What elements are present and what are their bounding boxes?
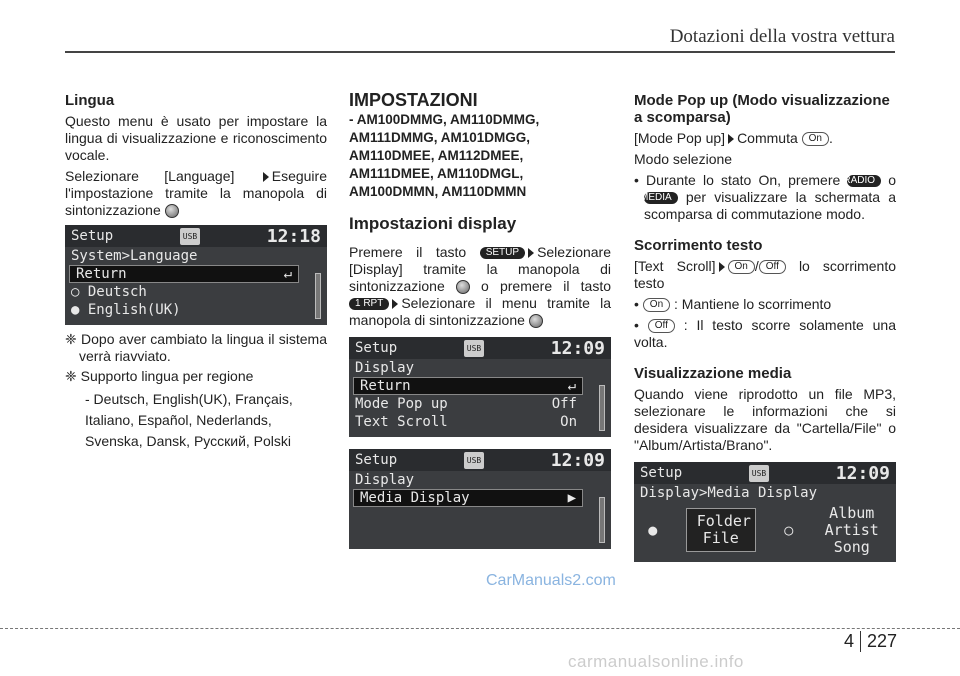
paragraph: Quando viene riprodotto un file MP3, selezionare le informazioni che si desidera visualizzare da "Cartella/File" o "Album/Artista/Brano". (634, 386, 896, 453)
text: [Text Scroll] (634, 258, 716, 274)
text: Commuta (737, 130, 798, 146)
row-label: ● English(UK) (71, 301, 181, 318)
scrollbar (315, 273, 321, 319)
row-label: Media Display (360, 489, 470, 506)
text: Deutsch (87, 283, 147, 300)
text: [Mode Pop up] (634, 130, 726, 146)
text: per visualizzare la schermata a scomparsa di commutazione modo. (644, 189, 896, 222)
watermark-2: carmanualsonline.info (568, 652, 744, 671)
clock: 12:09 (550, 449, 605, 471)
usb-badge: USB (464, 340, 484, 357)
screen-title: Setup (355, 451, 398, 468)
clock: 12:09 (550, 337, 605, 359)
arrow-right-icon (728, 134, 734, 144)
screen-language (65, 225, 327, 325)
screen-row (353, 377, 583, 395)
radio-empty-icon: ○ (784, 520, 794, 539)
note: ❈ Supporto lingua per regione (65, 368, 254, 384)
arrow-icon: ▶ (567, 489, 576, 506)
language-list: - Deutsch, English(UK), Français, Italiano, Español, Nederlands, Svenska, Dansk, Русский, Polski (85, 391, 293, 449)
screen-row (65, 283, 327, 301)
off-badge: Off (648, 319, 675, 333)
heading-scroll: Scorrimento testo (634, 237, 763, 254)
text: : Mantiene lo scorrimento (674, 296, 832, 312)
text: o premere il tasto (481, 278, 611, 294)
return-icon: ↵ (283, 265, 292, 282)
paragraph: Questo menu è usato per impostare la lingua di visualizzazione e riconoscimento vocale. (65, 113, 327, 163)
text: Selezionare [Language] (65, 168, 235, 184)
heading-mode-popup: Mode Pop up (Modo visualizzazione a scomparsa) (634, 92, 890, 126)
screen-title: Setup (640, 464, 683, 481)
screen-row (65, 301, 327, 319)
tuning-knob-icon (456, 280, 470, 294)
screen-display (349, 337, 611, 437)
heading-impostazioni: IMPOSTAZIONI (349, 90, 478, 110)
row-label: Return (360, 377, 411, 394)
screen-topbar (65, 225, 327, 247)
on-badge: On (802, 132, 829, 146)
screen-topbar (349, 337, 611, 359)
heading-lingua: Lingua (65, 92, 115, 109)
note: ❈ Dopo aver cambiato la lingua il sistema verrà riavviato. (65, 331, 327, 364)
screen-row (353, 489, 583, 507)
text: lo scorrimento testo (634, 258, 897, 291)
column-mode-popup (634, 92, 896, 568)
watermark: CarManuals2.com (486, 572, 616, 589)
chapter-number: 4 (843, 631, 854, 651)
text: Selezionare il menu tramite la manopola di sintonizzazione (349, 295, 611, 328)
page-num: 227 (860, 631, 897, 652)
arrow-right-icon (392, 299, 398, 309)
heading-display: Impostazioni display (349, 214, 517, 233)
text: o (888, 172, 896, 188)
screen-path: Display>Media Display (640, 484, 818, 501)
text: Eseguire l'impostazione tramite la manopola di sintonizzazione (65, 168, 327, 218)
page-number (844, 631, 897, 652)
usb-badge: USB (464, 452, 484, 469)
model-list: - AM100DMMG, AM110DMMG, AM111DMMG, AM101DMGG, AM110DMEE, AM112DMEE, AM111DMEE, AM110DMGL, AM100DMMN, AM110DMMN (349, 112, 540, 199)
scrollbar (599, 385, 605, 431)
on-badge: On (643, 298, 670, 312)
option-folder-file: Folder File (686, 508, 756, 552)
tuning-knob-icon (165, 204, 179, 218)
screen-path: Display (355, 359, 415, 376)
paragraph: [Mode Pop up] Commuta On . (634, 130, 833, 146)
section-header: Dotazioni della vostra vettura (669, 26, 895, 47)
text: English(UK) (87, 301, 181, 318)
media-key-icon: MEDIA (644, 192, 678, 204)
tuning-knob-icon (529, 314, 543, 328)
screen-row (69, 265, 299, 283)
arrow-right-icon (719, 262, 725, 272)
screen-title: Setup (355, 339, 398, 356)
row-value: Off (551, 395, 577, 412)
arrow-right-icon (528, 248, 534, 258)
screen-title: Setup (71, 227, 114, 244)
bullet: • Off : Il testo scorre solamente una volta. (634, 317, 897, 350)
text: • Durante lo stato On, premere (634, 172, 841, 188)
paragraph (349, 244, 611, 329)
radio-selected-icon: ● (648, 520, 658, 539)
screen-media-display (349, 449, 611, 549)
screen-path: Display (355, 471, 415, 488)
footer-rule (0, 628, 960, 629)
bullet: • On : Mantiene lo scorrimento (634, 296, 832, 312)
media-options (634, 502, 896, 558)
heading-media: Visualizzazione media (634, 365, 792, 382)
setup-key-icon: SETUP (480, 247, 525, 259)
screen-media-options (634, 462, 896, 562)
radio-key-icon: RADIO (847, 175, 881, 187)
usb-badge: USB (180, 228, 200, 245)
scrollbar (599, 497, 605, 543)
header-rule (65, 51, 895, 53)
clock: 12:18 (266, 225, 321, 247)
screen-topbar (349, 449, 611, 471)
paragraph: Modo selezione (634, 151, 733, 167)
screen-row (349, 413, 583, 431)
screen-row (349, 395, 583, 413)
text: Premere il tasto (349, 244, 467, 260)
on-badge: On (728, 260, 755, 274)
rpt-key-icon: 1 RPT (349, 298, 389, 310)
option-album-artist-song: Album Artist Song (824, 503, 879, 556)
row-label: Mode Pop up (355, 395, 448, 412)
text: : Il testo scorre solamente una volta. (634, 317, 897, 350)
column-lingua (65, 92, 327, 456)
return-icon: ↵ (567, 377, 576, 394)
screen-path: System>Language (71, 247, 198, 264)
off-badge: Off (759, 260, 786, 274)
row-label: Text Scroll (355, 413, 448, 430)
text: Selezionare [Display] tramite la manopola di sintonizzazione (349, 244, 611, 294)
row-label: Return (76, 265, 127, 282)
paragraph: [Text Scroll] On / Off lo scorrimento testo (634, 258, 897, 291)
column-impostazioni (349, 92, 611, 555)
row-value: On (560, 413, 577, 430)
row-label: ○ Deutsch (71, 283, 147, 300)
bullet (634, 172, 896, 223)
screen-topbar (634, 462, 896, 484)
clock: 12:09 (835, 462, 890, 484)
usb-badge: USB (749, 465, 769, 482)
arrow-right-icon (263, 172, 269, 182)
paragraph (65, 168, 327, 219)
